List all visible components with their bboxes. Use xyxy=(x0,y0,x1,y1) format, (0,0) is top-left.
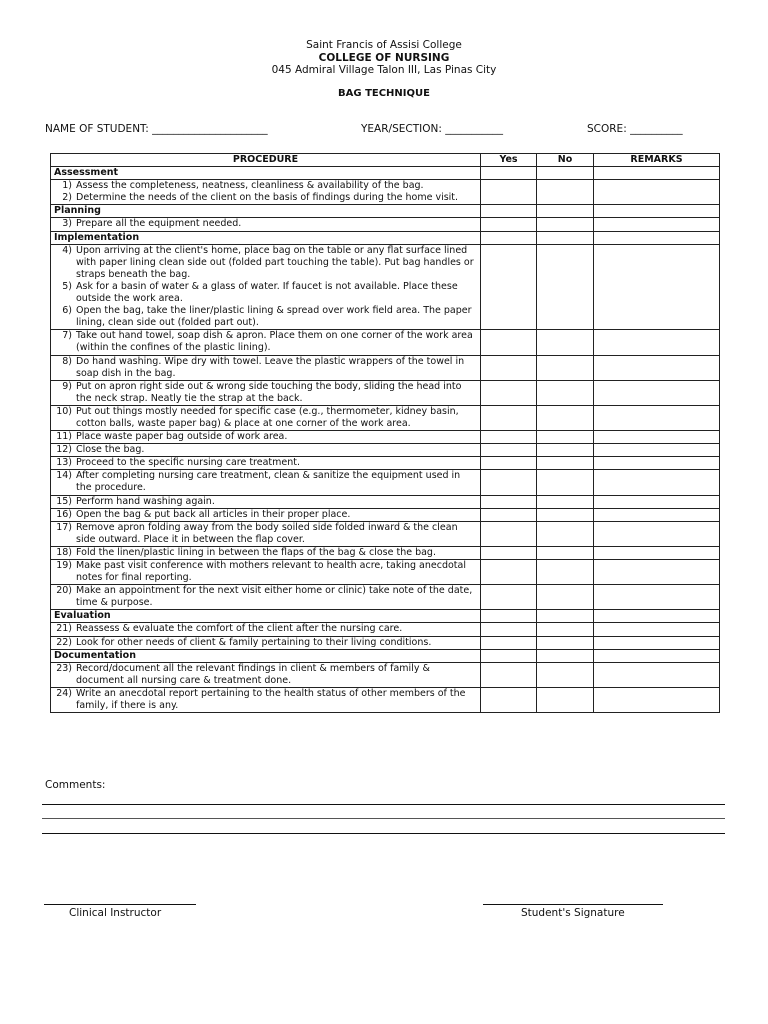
remarks-cell xyxy=(594,585,720,610)
step-number: 2) xyxy=(62,192,72,204)
step-text: Make past visit conference with mothers relevant to health acre, taking anecdotal notes for final reporting. xyxy=(76,560,466,584)
procedure-cell xyxy=(51,546,481,559)
college-name: COLLEGE OF NURSING xyxy=(318,52,450,64)
step-number: 22) xyxy=(56,636,72,648)
step-text: Open the bag & put back all articles in their proper place. xyxy=(76,508,351,520)
remarks-cell xyxy=(594,546,720,559)
no-cell xyxy=(537,330,594,355)
no-cell xyxy=(537,687,594,712)
step-text: Prepare all the equipment needed. xyxy=(76,218,242,230)
procedure-cell xyxy=(51,218,481,231)
table-row xyxy=(51,687,720,712)
procedure-cell xyxy=(51,444,481,457)
procedure-step xyxy=(54,330,477,354)
instructor-signature-label: Clinical Instructor xyxy=(69,907,162,919)
no-cell xyxy=(537,167,594,180)
table-row xyxy=(51,546,720,559)
section-row xyxy=(51,231,720,244)
procedure-checklist-table xyxy=(50,153,720,713)
procedure-cell xyxy=(51,330,481,355)
no-cell xyxy=(537,610,594,623)
step-text: Reassess & evaluate the comfort of the client after the nursing care. xyxy=(76,623,403,635)
step-text: Remove apron folding away from the body soiled side folded inward & the clean side outward. Place it in between the flap cover. xyxy=(76,521,458,545)
remarks-cell xyxy=(594,167,720,180)
document-title: BAG TECHNIQUE xyxy=(338,88,430,99)
column-header-yes: Yes xyxy=(481,154,537,167)
no-cell xyxy=(537,205,594,218)
table-row xyxy=(51,405,720,430)
procedure-cell xyxy=(51,180,481,205)
procedure-cell xyxy=(51,623,481,636)
procedure-step xyxy=(54,560,477,584)
no-cell xyxy=(537,623,594,636)
yes-cell xyxy=(481,636,537,649)
procedure-step xyxy=(54,509,477,521)
procedure-step xyxy=(54,637,477,649)
procedure-step xyxy=(54,180,477,192)
step-text: Proceed to the specific nursing care treatment. xyxy=(76,457,301,469)
yes-cell xyxy=(481,380,537,405)
score-field: SCORE: __________ xyxy=(587,123,683,135)
step-number: 4) xyxy=(62,244,72,256)
no-cell xyxy=(537,470,594,495)
yes-cell xyxy=(481,508,537,521)
procedure-cell xyxy=(51,244,481,330)
remarks-cell xyxy=(594,662,720,687)
step-text: Take out hand towel, soap dish & apron. Place them on one corner of the work area (within the confines of the plastic lining). xyxy=(76,330,473,354)
table-row xyxy=(51,431,720,444)
no-cell xyxy=(537,380,594,405)
comment-line xyxy=(42,804,725,805)
yes-cell xyxy=(481,205,537,218)
no-cell xyxy=(537,521,594,546)
student-signature-line xyxy=(483,904,663,905)
step-text: Place waste paper bag outside of work area. xyxy=(76,431,288,443)
step-number: 7) xyxy=(62,330,72,342)
procedure-cell xyxy=(51,405,481,430)
procedure-step xyxy=(54,496,477,508)
procedure-step xyxy=(54,585,477,609)
remarks-cell xyxy=(594,636,720,649)
yes-cell xyxy=(481,330,537,355)
remarks-cell xyxy=(594,687,720,712)
yes-cell xyxy=(481,405,537,430)
step-text: Upon arriving at the client's home, place bag on the table or any flat surface lined with paper lining clean side out (folded part touching the table). Put bag handles or straps beneath the bag. xyxy=(76,244,474,280)
table-row xyxy=(51,623,720,636)
procedure-cell xyxy=(51,521,481,546)
no-cell xyxy=(537,457,594,470)
remarks-cell xyxy=(594,231,720,244)
student-name-field: NAME OF STUDENT: ______________________ xyxy=(45,123,268,135)
no-cell xyxy=(537,218,594,231)
no-cell xyxy=(537,546,594,559)
table-row xyxy=(51,330,720,355)
no-cell xyxy=(537,649,594,662)
table-row xyxy=(51,636,720,649)
procedure-step xyxy=(54,218,477,230)
step-number: 14) xyxy=(56,470,72,482)
step-text: Look for other needs of client & family pertaining to their living conditions. xyxy=(76,636,432,648)
no-cell xyxy=(537,560,594,585)
section-heading: Evaluation xyxy=(51,610,481,623)
column-header-no: No xyxy=(537,154,594,167)
yes-cell xyxy=(481,610,537,623)
yes-cell xyxy=(481,457,537,470)
table-row xyxy=(51,495,720,508)
no-cell xyxy=(537,636,594,649)
remarks-cell xyxy=(594,457,720,470)
table-row xyxy=(51,508,720,521)
step-number: 13) xyxy=(56,457,72,469)
yes-cell xyxy=(481,470,537,495)
step-number: 8) xyxy=(62,355,72,367)
procedure-cell xyxy=(51,457,481,470)
section-heading: Assessment xyxy=(51,167,481,180)
yes-cell xyxy=(481,495,537,508)
procedure-step xyxy=(54,623,477,635)
yes-cell xyxy=(481,560,537,585)
yes-cell xyxy=(481,521,537,546)
yes-cell xyxy=(481,687,537,712)
step-number: 10) xyxy=(56,405,72,417)
table-row xyxy=(51,560,720,585)
procedure-step xyxy=(54,663,477,687)
no-cell xyxy=(537,355,594,380)
section-row xyxy=(51,649,720,662)
table-row xyxy=(51,355,720,380)
procedure-cell xyxy=(51,560,481,585)
procedure-step xyxy=(54,245,477,281)
remarks-cell xyxy=(594,205,720,218)
step-text: Record/document all the relevant findings in client & members of family & document all nursing care & treatment done. xyxy=(76,662,430,686)
procedure-step xyxy=(54,192,477,204)
remarks-cell xyxy=(594,218,720,231)
comment-line xyxy=(42,833,725,834)
step-number: 16) xyxy=(56,508,72,520)
step-text: Put on apron right side out & wrong side touching the body, sliding the head into the neck strap. Neatly tie the strap at the back. xyxy=(76,380,462,404)
table-row xyxy=(51,585,720,610)
no-cell xyxy=(537,662,594,687)
instructor-signature-line xyxy=(44,904,196,905)
step-number: 3) xyxy=(62,218,72,230)
step-number: 18) xyxy=(56,546,72,558)
table-row xyxy=(51,180,720,205)
yes-cell xyxy=(481,167,537,180)
remarks-cell xyxy=(594,521,720,546)
remarks-cell xyxy=(594,495,720,508)
no-cell xyxy=(537,180,594,205)
step-text: After completing nursing care treatment, clean & sanitize the equipment used in the procedure. xyxy=(76,470,461,494)
procedure-cell xyxy=(51,687,481,712)
section-heading: Planning xyxy=(51,205,481,218)
step-text: Fold the linen/plastic lining in between the flaps of the bag & close the bag. xyxy=(76,546,436,558)
table-body xyxy=(51,167,720,713)
step-text: Perform hand washing again. xyxy=(76,495,215,507)
procedure-step xyxy=(54,444,477,456)
step-number: 19) xyxy=(56,560,72,571)
procedure-cell xyxy=(51,585,481,610)
procedure-cell xyxy=(51,636,481,649)
yes-cell xyxy=(481,649,537,662)
procedure-cell xyxy=(51,495,481,508)
table-row xyxy=(51,444,720,457)
section-heading: Implementation xyxy=(51,231,481,244)
procedure-cell xyxy=(51,380,481,405)
yes-cell xyxy=(481,444,537,457)
procedure-step xyxy=(54,457,477,469)
procedure-cell xyxy=(51,355,481,380)
procedure-cell xyxy=(51,508,481,521)
remarks-cell xyxy=(594,470,720,495)
no-cell xyxy=(537,431,594,444)
year-section-field: YEAR/SECTION: ___________ xyxy=(361,123,503,135)
yes-cell xyxy=(481,662,537,687)
step-number: 15) xyxy=(56,495,72,507)
step-text: Close the bag. xyxy=(76,444,145,456)
step-text: Determine the needs of the client on the basis of findings during the home visit. xyxy=(76,192,459,204)
table-row xyxy=(51,470,720,495)
procedure-cell xyxy=(51,662,481,687)
remarks-cell xyxy=(594,244,720,330)
remarks-cell xyxy=(594,508,720,521)
procedure-step xyxy=(54,470,477,494)
procedure-step xyxy=(54,281,477,305)
remarks-cell xyxy=(594,431,720,444)
remarks-cell xyxy=(594,380,720,405)
step-text: Make an appointment for the next visit either home or clinic) take note of the date, time & purpose. xyxy=(76,585,473,609)
step-number: 20) xyxy=(56,585,72,597)
no-cell xyxy=(537,231,594,244)
yes-cell xyxy=(481,244,537,330)
step-text: Do hand washing. Wipe dry with towel. Leave the plastic wrappers of the towel in soap dish in the bag. xyxy=(76,355,465,379)
table-row xyxy=(51,218,720,231)
procedure-step xyxy=(54,431,477,443)
yes-cell xyxy=(481,546,537,559)
table-row xyxy=(51,662,720,687)
student-signature-label: Student's Signature xyxy=(521,907,625,919)
step-number: 9) xyxy=(62,380,72,392)
procedure-step xyxy=(54,547,477,559)
step-number: 21) xyxy=(56,623,72,635)
no-cell xyxy=(537,405,594,430)
remarks-cell xyxy=(594,610,720,623)
procedure-step xyxy=(54,406,477,430)
remarks-cell xyxy=(594,444,720,457)
step-text: Ask for a basin of water & a glass of water. If faucet is not available. Place these outside the work area. xyxy=(76,280,458,305)
section-row xyxy=(51,167,720,180)
remarks-cell xyxy=(594,623,720,636)
remarks-cell xyxy=(594,180,720,205)
yes-cell xyxy=(481,623,537,636)
column-header-remarks: REMARKS xyxy=(594,154,720,167)
step-number: 23) xyxy=(56,662,72,674)
yes-cell xyxy=(481,355,537,380)
no-cell xyxy=(537,585,594,610)
step-text: Assess the completeness, neatness, cleanliness & availability of the bag. xyxy=(76,180,424,192)
step-number: 6) xyxy=(62,305,72,317)
step-text: Put out things mostly needed for specific case (e.g., thermometer, kidney basin, cotton balls, waste paper bag) & place at one corner of the work area. xyxy=(76,405,459,429)
remarks-cell xyxy=(594,649,720,662)
table-row xyxy=(51,380,720,405)
step-number: 5) xyxy=(62,280,72,292)
remarks-cell xyxy=(594,355,720,380)
remarks-cell xyxy=(594,330,720,355)
comment-line xyxy=(42,818,725,819)
yes-cell xyxy=(481,585,537,610)
college-address: 045 Admiral Village Talon III, Las Pinas City xyxy=(271,64,497,76)
procedure-step xyxy=(54,688,477,712)
step-number: 11) xyxy=(56,431,72,443)
procedure-step xyxy=(54,305,477,329)
procedure-step xyxy=(54,356,477,380)
comments-label: Comments: xyxy=(45,779,106,791)
step-number: 17) xyxy=(56,521,72,533)
step-text: Open the bag, take the liner/plastic lining & spread over work field area. The paper lining, clean side out (folded part out). xyxy=(76,305,472,329)
step-number: 24) xyxy=(56,687,72,699)
yes-cell xyxy=(481,218,537,231)
section-row xyxy=(51,610,720,623)
procedure-cell xyxy=(51,470,481,495)
no-cell xyxy=(537,508,594,521)
yes-cell xyxy=(481,231,537,244)
yes-cell xyxy=(481,431,537,444)
procedure-cell xyxy=(51,431,481,444)
no-cell xyxy=(537,444,594,457)
remarks-cell xyxy=(594,560,720,585)
column-header-procedure: PROCEDURE xyxy=(51,154,481,167)
table-row xyxy=(51,521,720,546)
yes-cell xyxy=(481,180,537,205)
no-cell xyxy=(537,244,594,330)
no-cell xyxy=(537,495,594,508)
section-heading: Documentation xyxy=(51,649,481,662)
institution-name: Saint Francis of Assisi College xyxy=(306,39,462,51)
table-header-row xyxy=(51,154,720,167)
step-number: 12) xyxy=(56,444,72,456)
step-text: Write an anecdotal report pertaining to the health status of other members of the family, if there is any. xyxy=(76,687,466,712)
procedure-step xyxy=(54,522,477,546)
remarks-cell xyxy=(594,405,720,430)
section-row xyxy=(51,205,720,218)
table-row xyxy=(51,457,720,470)
step-number: 1) xyxy=(62,180,72,192)
table-row xyxy=(51,244,720,330)
procedure-step xyxy=(54,381,477,405)
